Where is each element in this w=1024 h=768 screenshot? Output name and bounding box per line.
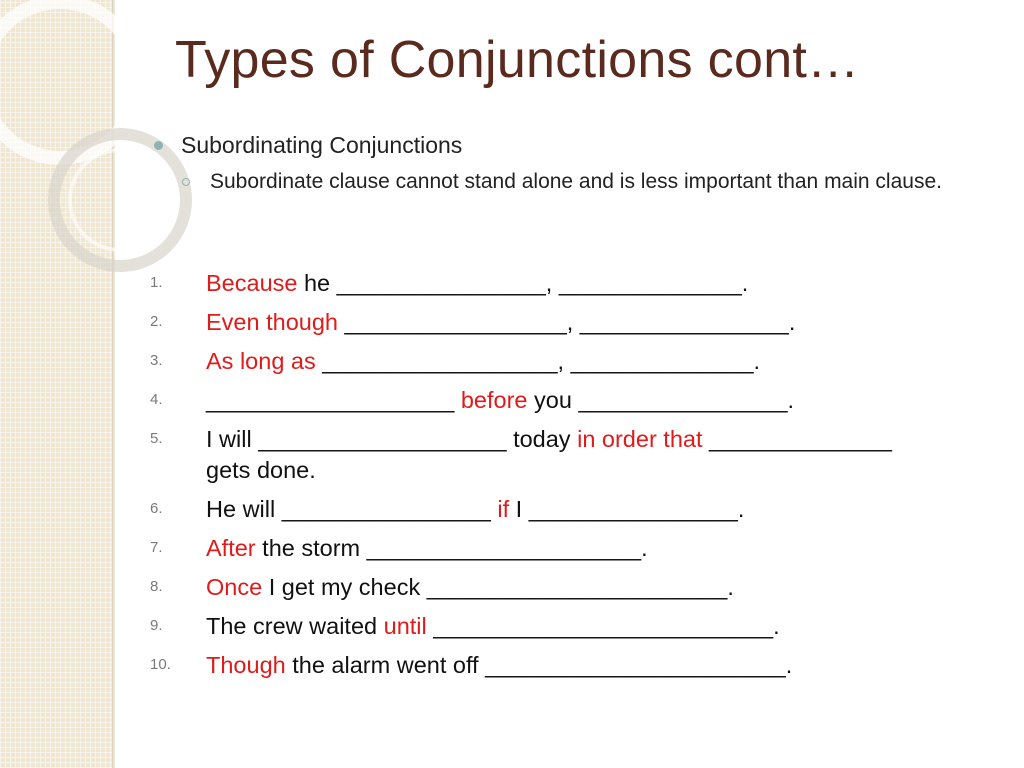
exercise-item [150,346,1010,377]
exercise-number: 9. [150,617,163,634]
exercise-item [150,572,1010,603]
exercise-list [150,268,1010,689]
sub-bullet-text: Subordinate clause cannot stand alone and is less important than main clause. [210,170,942,193]
exercise-number: 6. [150,500,163,517]
sentence-fragment: I will ___________________ today [206,426,578,452]
exercise-item [150,533,1010,564]
exercise-item [150,307,1010,338]
slide-title: Types of Conjunctions cont… [175,31,860,89]
conjunction-keyword: until [383,613,427,639]
exercise-sentence [206,268,906,299]
sentence-fragment: the alarm went off _______________________. [285,652,793,678]
sentence-fragment: you ________________. [527,387,795,413]
sentence-fragment: the storm _____________________. [255,535,648,561]
sentence-fragment: __________________________. [426,613,780,639]
sentence-fragment: The crew waited [206,613,384,639]
bullet-dot-icon [154,141,163,150]
exercise-sentence [206,611,906,642]
exercise-item [150,268,1010,299]
sentence-fragment: he ________________, ______________. [297,270,749,296]
conjunction-keyword: if [497,496,510,522]
exercise-number: 3. [150,352,163,369]
sub-bullet-ring-icon [182,178,190,186]
conjunction-keyword: As long as [206,348,316,374]
exercise-item [150,650,1010,681]
exercise-sentence [206,572,906,603]
exercise-sentence [206,494,906,525]
conjunction-keyword: Though [206,652,286,678]
exercise-item [150,424,1010,486]
exercise-sentence [206,424,906,486]
exercise-number: 2. [150,313,163,330]
sentence-fragment: I get my check _______________________. [262,574,734,600]
conjunction-keyword: before [460,387,528,413]
exercise-sentence [206,346,906,377]
conjunction-keyword: Once [206,574,263,600]
exercise-number: 7. [150,539,163,556]
exercise-sentence [206,307,906,338]
exercise-sentence [206,533,906,564]
conjunction-keyword: After [206,535,256,561]
exercise-sentence [206,385,906,416]
bullet-text: Subordinating Conjunctions [181,132,463,158]
sentence-fragment: I ________________. [509,496,745,522]
exercise-item [150,385,1010,416]
exercise-number: 10. [150,656,171,673]
sentence-fragment: ______________ gets done. [206,426,893,483]
exercise-item [150,494,1010,525]
sentence-fragment: ___________________ [206,387,461,413]
sentence-fragment: He will ________________ [206,496,498,522]
conjunction-keyword: Even though [206,309,338,335]
sub-bullet-item [180,169,992,195]
conjunction-keyword: Because [206,270,298,296]
bullet-item [152,132,992,159]
exercise-number: 1. [150,274,163,291]
exercise-number: 8. [150,578,163,595]
exercise-number: 4. [150,391,163,408]
conjunction-keyword: in order that [577,426,703,452]
exercise-sentence [206,650,906,681]
sentence-fragment: __________________, ______________. [315,348,761,374]
exercise-item [150,611,1010,642]
exercise-number: 5. [150,430,163,447]
sentence-fragment: _________________, ________________. [337,309,796,335]
bullet-list [152,132,992,195]
